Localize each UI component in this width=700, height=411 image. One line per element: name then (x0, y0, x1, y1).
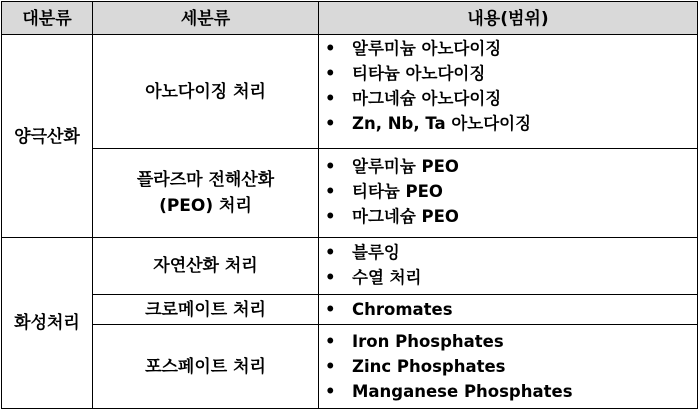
list-item: • Chromates (319, 297, 453, 322)
sub-cell-peo (93, 149, 318, 237)
sub-label: 크로메이트 처리 (145, 299, 266, 320)
major-label: 양극산화 (14, 126, 80, 147)
sub-label: 아노다이징 처리 (145, 82, 266, 102)
header-major-category: 대분류 (22, 8, 72, 29)
list-item: • 블루잉 (319, 240, 422, 265)
list-item: • 마그네슘 PEO (319, 204, 459, 229)
header-content-range: 내용(범위) (467, 8, 549, 29)
list-item: • Zn, Nb, Ta 아노다이징 (319, 111, 531, 136)
sub-label-line-1: 플라즈마 전해산화 (136, 170, 275, 190)
sub-cell-natural-oxidation (93, 238, 318, 294)
content-list-natural-oxidation (319, 240, 422, 290)
list-item: • Zinc Phosphates (319, 354, 573, 379)
list-item: • Iron Phosphates (319, 329, 573, 354)
sub-label-line-2: (PEO) 처리 (159, 196, 252, 216)
list-item: • 마그네슘 아노다이징 (319, 86, 531, 111)
content-list-anodizing (319, 36, 531, 136)
content-list-phosphate (319, 329, 573, 404)
major-cell-conversion (2, 238, 92, 408)
sub-cell-phosphate (93, 325, 318, 408)
sub-label: 자연산화 처리 (153, 256, 258, 276)
major-cell-anodizing (2, 36, 92, 237)
major-label: 화성처리 (14, 313, 80, 333)
list-item: • 티타늄 아노다이징 (319, 61, 531, 86)
list-item: • 티타늄 PEO (319, 179, 459, 204)
list-item: • 알루미늄 아노다이징 (319, 36, 531, 61)
content-list-peo (319, 154, 459, 229)
list-item: • Manganese Phosphates (319, 379, 573, 404)
list-item: • 수열 처리 (319, 265, 422, 290)
sub-cell-chromate (93, 295, 318, 324)
header-sub-category: 세분류 (180, 8, 231, 29)
sub-label: 포스페이트 처리 (145, 356, 266, 377)
sub-cell-anodizing (93, 36, 318, 148)
classification-table (1, 1, 698, 409)
list-item: • 알루미늄 PEO (319, 154, 459, 179)
content-list-chromate (319, 297, 453, 322)
